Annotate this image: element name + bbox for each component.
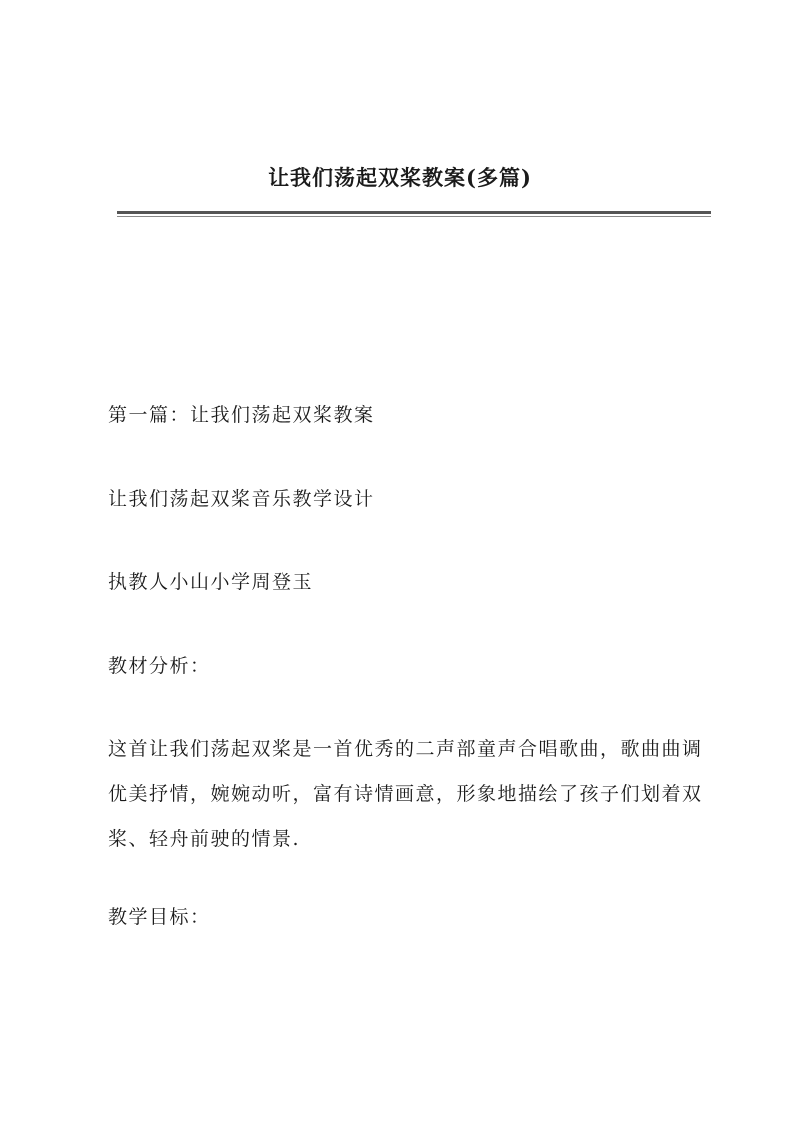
design-title: 让我们荡起双桨音乐教学设计 [108,488,375,510]
goals-heading: 教学目标： [108,906,211,928]
header-divider [117,211,711,214]
document-title: 让我们荡起双桨教案(多篇) [268,165,532,190]
header-divider-thin [117,216,711,217]
section-heading: 第一篇：让我们荡起双桨教案 [108,404,375,426]
analysis-heading: 教材分析： [108,655,211,677]
analysis-paragraph: 这首让我们荡起双桨是一首优秀的二声部童声合唱歌曲，歌曲曲调优美抒情，婉婉动听，富有诗情画意，形象地描绘了孩子们划着双桨、轻舟前驶的情景. [108,738,703,850]
teacher-line: 执教人小山小学周登玉 [108,571,314,593]
